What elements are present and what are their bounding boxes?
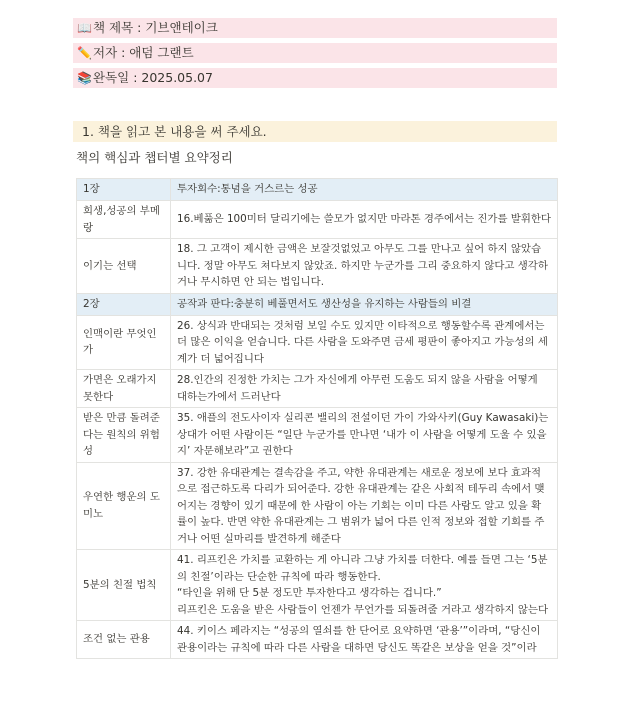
summary-cell: 35. 애플의 전도사이자 실리콘 밸리의 전설이던 가이 가와사키(Guy Kawasaki)는 상대가 어떤 사람이든 “일단 누군가를 만나면 ‘내가 이 사람을 어떻게 도울 수 있을지’ 자문해보라”고 권한다 <box>171 408 558 463</box>
property-author-text: 저자 : 애덤 그랜트 <box>93 45 194 60</box>
topic-cell: 희생,성공의 부메랑 <box>77 201 171 239</box>
topic-cell: 1장 <box>77 179 171 201</box>
chapter-header-row <box>77 293 558 315</box>
summary-cell: 41. 리프킨은 가치를 교환하는 게 아니라 그냥 가치를 더한다. 예를 들면 그는 ‘5분의 친절’이라는 단순한 규칙에 따라 행동한다. “타인을 위해 단 5분 정도만 투자한다고 생각하는 겁니다.” 리프킨은 도움을 받은 사람들이 언젠가 무언가를 되돌려줄 거라고 생각하지 않는다 <box>171 550 558 621</box>
table-row <box>77 408 558 463</box>
topic-cell: 우연한 행운의 도미노 <box>77 462 171 550</box>
books-icon: 📚 <box>77 71 92 85</box>
property-title <box>73 18 557 38</box>
table-row <box>77 462 558 550</box>
property-finished-date <box>73 68 557 88</box>
summary-cell: 투자회수:통념을 거스르는 성공 <box>171 179 558 201</box>
topic-cell: 받은 만큼 돌려준다는 원칙의 위험성 <box>77 408 171 463</box>
property-finished-date-text: 완독일 : 2025.05.07 <box>93 70 213 85</box>
summary-cell: 18. 그 고객이 제시한 금액은 보잘것없었고 아무도 그를 만나고 싶어 하지 않았습니다. 정말 아무도 쳐다보지 않았죠. 하지만 누군가를 그리 중요하지 않다고 생각하거나 무시하면 안 되는 법입니다. <box>171 239 558 294</box>
summary-cell: 37. 강한 유대관계는 결속감을 주고, 약한 유대관계는 새로운 정보에 보다 효과적으로 접근하도록 다리가 되어준다. 강한 유대관계는 같은 사회적 테두리 속에서 맺어지는 경향이 있기 때문에 한 사람이 아는 기회는 이미 다른 사람도 알고 있을 확률이 높다. 반면 약한 유대관계는 그 범위가 넓어 다른 인적 정보와 접할 기회를 주거나 어떤 실마리를 발견하게 해준다 <box>171 462 558 550</box>
summary-cell: 44. 키이스 페라지는 “성공의 열쇠를 한 단어로 요약하면 ‘관용’”이라며, “당신이 관용이라는 규칙에 따라 다른 사람을 대하면 당신도 똑같은 보상을 얻을 것”이라 <box>171 621 558 659</box>
summary-cell: 26. 상식과 반대되는 것처럼 보일 수도 있지만 이타적으로 행동할수록 관계에서는 더 많은 이익을 얻습니다. 다른 사람을 도와주면 금세 평판이 좋아지고 가능성의 세계가 더 넓어집니다 <box>171 315 558 370</box>
summary-cell: 16.베풂은 100미터 달리기에는 쓸모가 없지만 마라톤 경주에서는 진가를 발휘한다 <box>171 201 558 239</box>
topic-cell: 5분의 친절 법칙 <box>77 550 171 621</box>
topic-cell: 가면은 오래가지 못한다 <box>77 370 171 408</box>
topic-cell: 이기는 선택 <box>77 239 171 294</box>
callout-text: 1. 책을 읽고 본 내용을 써 주세요. <box>82 124 267 139</box>
topic-cell: 2장 <box>77 293 171 315</box>
section-heading: 책의 핵심과 챕터별 요약정리 <box>76 150 233 165</box>
book-icon: 📖 <box>77 21 92 35</box>
table-row <box>77 370 558 408</box>
summary-cell: 공작과 판다:충분히 베풀면서도 생산성을 유지하는 사람들의 비결 <box>171 293 558 315</box>
table-row <box>77 550 558 621</box>
property-title-text: 책 제목 : 기브앤테이크 <box>93 20 218 35</box>
property-author <box>73 43 557 63</box>
table-row <box>77 315 558 370</box>
table-row <box>77 621 558 659</box>
callout-block <box>73 121 557 142</box>
pencil-icon: ✏️ <box>77 46 92 60</box>
table-row <box>77 239 558 294</box>
topic-cell: 인맥이란 무엇인가 <box>77 315 171 370</box>
topic-cell: 조건 없는 관용 <box>77 621 171 659</box>
chapter-header-row <box>77 179 558 201</box>
table-row <box>77 201 558 239</box>
summary-cell: 28.인간의 진정한 가치는 그가 자신에게 아무런 도움도 되지 않을 사람을 어떻게 대하는가에서 드러난다 <box>171 370 558 408</box>
summary-table <box>76 178 558 659</box>
